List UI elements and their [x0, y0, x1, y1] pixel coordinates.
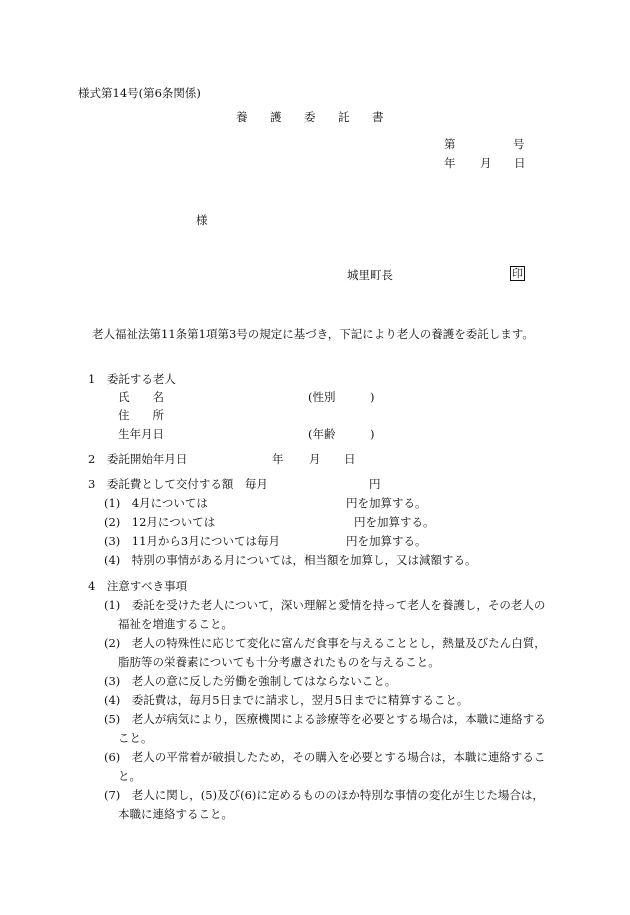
section2-month: 月 — [309, 452, 321, 466]
number-go: 号 — [513, 137, 525, 151]
section3-yen: 円 — [369, 477, 381, 491]
section2-day: 日 — [344, 452, 356, 466]
section4-item2-line1: (2) 老人の特殊性に応じて変化に富んだ食事を与えることとし，熱量及びたん白質， — [104, 636, 546, 650]
title-char: 委 — [304, 110, 316, 124]
date-year: 年 — [444, 156, 456, 170]
section4-item2-line2: 脂肪等の栄養素についても十分考慮されたものを与えること。 — [118, 655, 440, 669]
section4-item4: (4) 委託費は，毎月5日までに請求し，翌月5日までに精算すること。 — [104, 693, 469, 707]
section4-item7-line1: (7) 老人に関し，(5)及び(6)に定めるもののほか特別な事情の変化が生じた場合は， — [104, 788, 544, 802]
title-char: 護 — [270, 110, 282, 124]
section2-year: 年 — [272, 452, 284, 466]
section4-item5-line2: こと。 — [118, 731, 153, 745]
title-char: 託 — [338, 110, 350, 124]
title-char: 書 — [372, 110, 384, 124]
section1-heading: 1 委託する老人 — [88, 372, 176, 386]
intro-text: 老人福祉法第11条第1項第3号の規定に基づき，下記により老人の養護を委託します。 — [92, 327, 534, 341]
seal-char: 印 — [512, 267, 523, 280]
title-char: 養 — [236, 110, 248, 124]
birth-label: 生年月日 — [118, 427, 164, 441]
section4-item6-line2: と。 — [118, 769, 141, 783]
section3-item3-tail: 円を加算する。 — [346, 534, 427, 548]
gender-label: (性別 ) — [308, 390, 375, 404]
date-day: 日 — [514, 156, 526, 170]
section4-item7-line2: 本職に連絡すること。 — [118, 807, 233, 821]
section2-label: 2 委託開始年月日 — [88, 452, 188, 466]
seal-mark — [510, 266, 525, 281]
section4-item3: (3) 老人の意に反した労働を強制してはならないこと。 — [104, 674, 397, 688]
section3-item3-label: (3) 11月から3月については毎月 — [104, 534, 281, 548]
issuer: 城里町長 — [347, 268, 393, 282]
section4-item1-line1: (1) 委託を受けた老人について，深い理解と愛情を持って老人を養護し，その老人の — [104, 598, 546, 612]
name-label: 氏 名 — [118, 390, 164, 404]
date-month: 月 — [480, 156, 492, 170]
number-dai: 第 — [444, 137, 456, 151]
age-label: (年齢 ) — [308, 427, 375, 441]
section3-label: 3 委託費として交付する額 毎月 — [88, 477, 268, 491]
section3-item2-tail: 円を加算する。 — [354, 515, 435, 529]
section3-item4: (4) 特別の事情がある月については，相当額を加算し，又は減額する。 — [104, 553, 477, 567]
section3-item1-label: (1) 4月については — [104, 496, 208, 510]
section4-item1-line2: 福祉を増進すること。 — [118, 617, 233, 631]
section4-item6-line1: (6) 老人の平常着が破損したため，その購入を必要とする場合は，本職に連絡するこ — [104, 750, 546, 764]
section3-item1-tail: 円を加算する。 — [346, 496, 427, 510]
form-label: 様式第14号(第6条関係) — [78, 86, 201, 100]
section4-item5-line1: (5) 老人が病気により，医療機関による診療等を必要とする場合は，本職に連絡する — [104, 712, 546, 726]
addressee-suffix: 様 — [196, 213, 208, 227]
address-label: 住 所 — [118, 408, 164, 422]
section3-item2-label: (2) 12月については — [104, 515, 216, 529]
document-title — [236, 110, 384, 124]
section4-heading: 4 注意すべき事項 — [88, 579, 188, 593]
